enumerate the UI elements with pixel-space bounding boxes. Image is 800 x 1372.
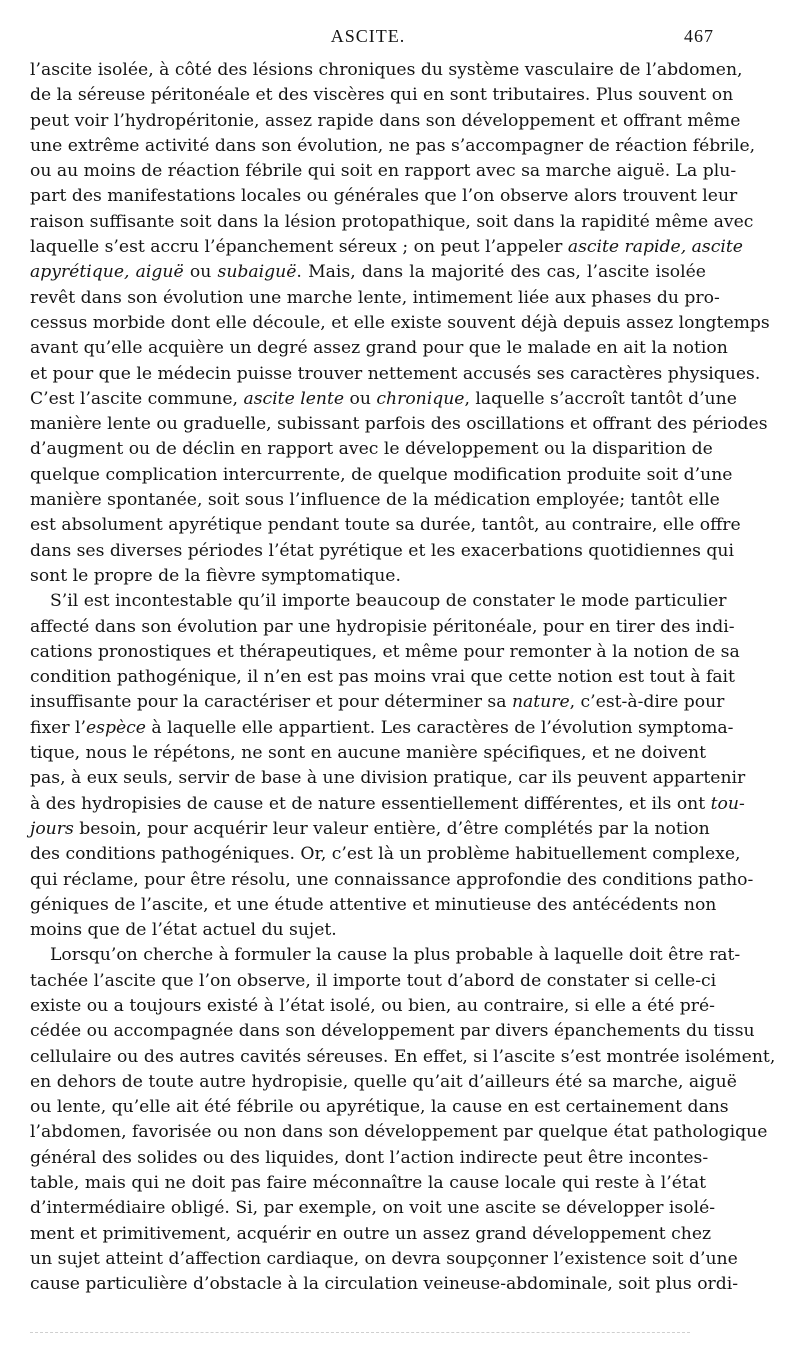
text-line [30,387,737,412]
text-segment: ment et primitivement, acquérir en outre un assez grand développement chez [30,1223,712,1244]
text-segment: manière lente ou graduelle, subissant parfois des oscillations et offrant des périodes [30,414,768,435]
text-line [30,1222,712,1247]
text-segment: existe ou a toujours existé à l’état isolé, ou bien, au contraire, si elle a été pré- [30,995,715,1016]
text-segment: table, mais qui ne doit pas faire méconnaître la cause locale qui reste à l’état [30,1173,706,1194]
text-line [30,1272,739,1297]
text-segment: manière spontanée, soit sous l’influence de la médication employée; tantôt elle [30,490,720,511]
text-line [30,943,741,968]
text-line [30,994,715,1019]
text-segment: l’abdomen, favorisée ou non dans son développement par quelque état pathologique [30,1122,768,1143]
text-line [30,539,734,564]
text-segment: l’ascite isolée, à côté des lésions chroniques du système vasculaire de l’abdomen, [30,60,743,80]
text-segment: cellulaire ou des autres cavités séreuses. En effet, si l’ascite s’est montrée isolément, [30,1046,776,1067]
text-line [30,235,743,260]
text-segment: . Mais, dans la majorité des cas, l’ascite isolée [296,262,706,283]
text-segment: cessus morbide dont elle découle, et elle existe souvent déjà depuis assez longtemps [30,312,770,333]
text-line [30,766,746,791]
text-line [30,589,727,614]
text-segment: cations pronostiques et thérapeutiques, et même pour remonter à la notion de sa [30,641,740,662]
text-line [30,893,717,918]
text-line [30,615,735,640]
italic-text: subaiguë [217,262,297,283]
text-line [30,311,770,336]
text-line [30,159,737,184]
text-line [30,463,733,488]
italic-text: espèce [85,717,146,738]
text-segment: tachée l’ascite que l’on observe, il importe tout d’abord de constater si celle-ci [30,970,717,991]
italic-text: nature [511,692,570,713]
text-line [30,1196,716,1221]
italic-text: apyrétique, aiguë [30,262,184,283]
text-line [30,412,768,437]
text-line [30,690,725,715]
text-line [30,1171,706,1196]
text-segment: laquelle s’est accru l’épanchement séreux ; on peut l’appeler [30,237,568,258]
text-segment: , laquelle s’accroît tantôt d’une [464,388,737,409]
text-segment: général des solides ou des liquides, dont l’action indirecte peut être incontes- [30,1147,709,1168]
text-segment: , c’est-à-dire pour [569,692,725,713]
italic-text: tou- [710,793,745,814]
text-segment: d’augment ou de déclin en rapport avec le développement ou la disparition de [30,439,713,460]
text-line [30,1120,768,1145]
text-line [30,969,717,994]
text-line [30,1070,737,1095]
page [30,24,776,1298]
text-line [30,918,706,943]
italic-text: chronique [376,388,465,409]
text-segment: avant qu’elle acquière un degré assez grand pour que le malade en ait la notion [30,338,728,359]
text-segment: pas, à eux seuls, servir de base à une division pratique, car ils peuvent appartenir [30,768,746,789]
text-segment: cédée ou accompagnée dans son développement par divers épanchements du tissu [30,1021,755,1042]
text-segment: un sujet atteint d’affection cardiaque, on devra soupçonner l’existence soit d’une [30,1248,738,1269]
text-segment: affecté dans son évolution par une hydropisie péritonéale, pour en tirer des indi- [30,616,735,637]
text-segment: géniques de l’ascite, et une étude attentive et minutieuse des antécédents non [30,894,717,915]
running-header [30,24,714,48]
text-line [30,817,710,842]
text-line [30,1019,755,1044]
text-line [30,260,706,285]
text-line [30,437,713,462]
text-line [30,134,756,159]
italic-text: ascite lente [243,388,345,409]
text-segment: ou au moins de réaction fébrile qui soit en rapport avec sa marche aiguë. La plu- [30,161,737,182]
text-line [30,640,740,665]
text-line [30,1247,738,1272]
text-segment: est absolument apyrétique pendant toute sa durée, tantôt, au contraire, elle offre [30,515,741,536]
text-line [30,842,741,867]
text-segment: d’intermédiaire obligé. Si, par exemple, on voit une ascite se développer isolé- [30,1198,716,1219]
text-segment: à laquelle elle appartient. Les caractères de l’évolution symptoma- [145,717,734,738]
text-segment: raison suffisante soit dans la lésion protopathique, soit dans la rapidité même avec [30,211,754,232]
text-segment: peut voir l’hydropéritonie, assez rapide dans son développement et offrant même [30,110,741,131]
text-line [30,58,743,83]
text-segment: en dehors de toute autre hydropisie, quelle qu’ait d’ailleurs été sa marche, aiguë [30,1071,737,1092]
text-segment: ou [183,262,218,283]
text-line [30,210,754,235]
text-line [30,868,754,893]
text-segment: cause particulière d’obstacle à la circulation veineuse-abdominale, soit plus ordi- [30,1274,739,1295]
text-segment: moins que de l’état actuel du sujet. [30,920,337,941]
text-segment: quelque complication intercurrente, de quelque modification produite soit d’une [30,464,733,485]
text-segment: S’il est incontestable qu’il importe beaucoup de constater le mode particulier [50,591,727,612]
text-line [30,83,734,108]
text-segment: part des manifestations locales ou générales que l’on observe alors trouvent leur [30,186,738,207]
text-segment: de la séreuse péritonéale et des viscères qui en sont tributaires. Plus souvent on [30,85,734,106]
text-line [30,1095,729,1120]
text-line [30,564,706,589]
text-line [30,792,745,817]
text-segment: ou lente, qu’elle ait été fébrile ou apyrétique, la cause en est certainement dans [30,1097,729,1118]
text-line [30,184,738,209]
text-segment: revêt dans son évolution une marche lente, intimement liée aux phases du pro- [30,287,720,308]
text-line [30,1146,709,1171]
text-line [30,716,734,741]
page-number: 467 [684,26,714,46]
text-segment: dans ses diverses périodes l’état pyrétique et les exacerbations quotidiennes qui [30,540,734,561]
text-segment: fixer l’ [30,717,86,738]
text-segment: insuffisante pour la caractériser et pour déterminer sa [30,692,512,713]
text-segment: condition pathogénique, il n’en est pas moins vrai que cette notion est tout à fait [30,667,735,688]
italic-text: jours [30,818,74,839]
text-segment: une extrême activité dans son évolution, ne pas s’accompagner de réaction fébrile, [30,135,756,156]
text-line [30,665,735,690]
footer-divider [30,1332,690,1334]
text-line [30,286,720,311]
text-line [30,109,741,134]
body-text [30,58,776,1298]
text-segment: tique, nous le répétons, ne sont en aucune manière spécifiques, et ne doivent [30,743,706,764]
text-segment: ou [344,388,377,409]
text-line [30,513,741,538]
text-line [30,1045,776,1070]
text-segment: des conditions pathogéniques. Or, c’est là un problème habituellement complexe, [30,844,741,865]
text-segment: et pour que le médecin puisse trouver nettement accusés ses caractères physiques. [30,363,761,384]
running-title: ASCITE. [330,26,406,46]
text-line [30,741,706,766]
text-segment: C’est l’ascite commune, [30,388,244,409]
text-segment: sont le propre de la fièvre symptomatique. [30,565,401,586]
text-segment: à des hydropisies de cause et de nature essentiellement différentes, et ils ont [30,793,711,814]
text-segment: qui réclame, pour être résolu, une connaissance approfondie des conditions patho- [30,869,754,890]
text-line [30,362,761,387]
text-segment: Lorsqu’on cherche à formuler la cause la plus probable à laquelle doit être rat- [50,945,741,966]
text-line [30,336,728,361]
italic-text: ascite rapide, ascite [567,237,743,258]
text-line [30,488,720,513]
text-segment: besoin, pour acquérir leur valeur entière, d’être complétés par la notion [73,818,710,839]
